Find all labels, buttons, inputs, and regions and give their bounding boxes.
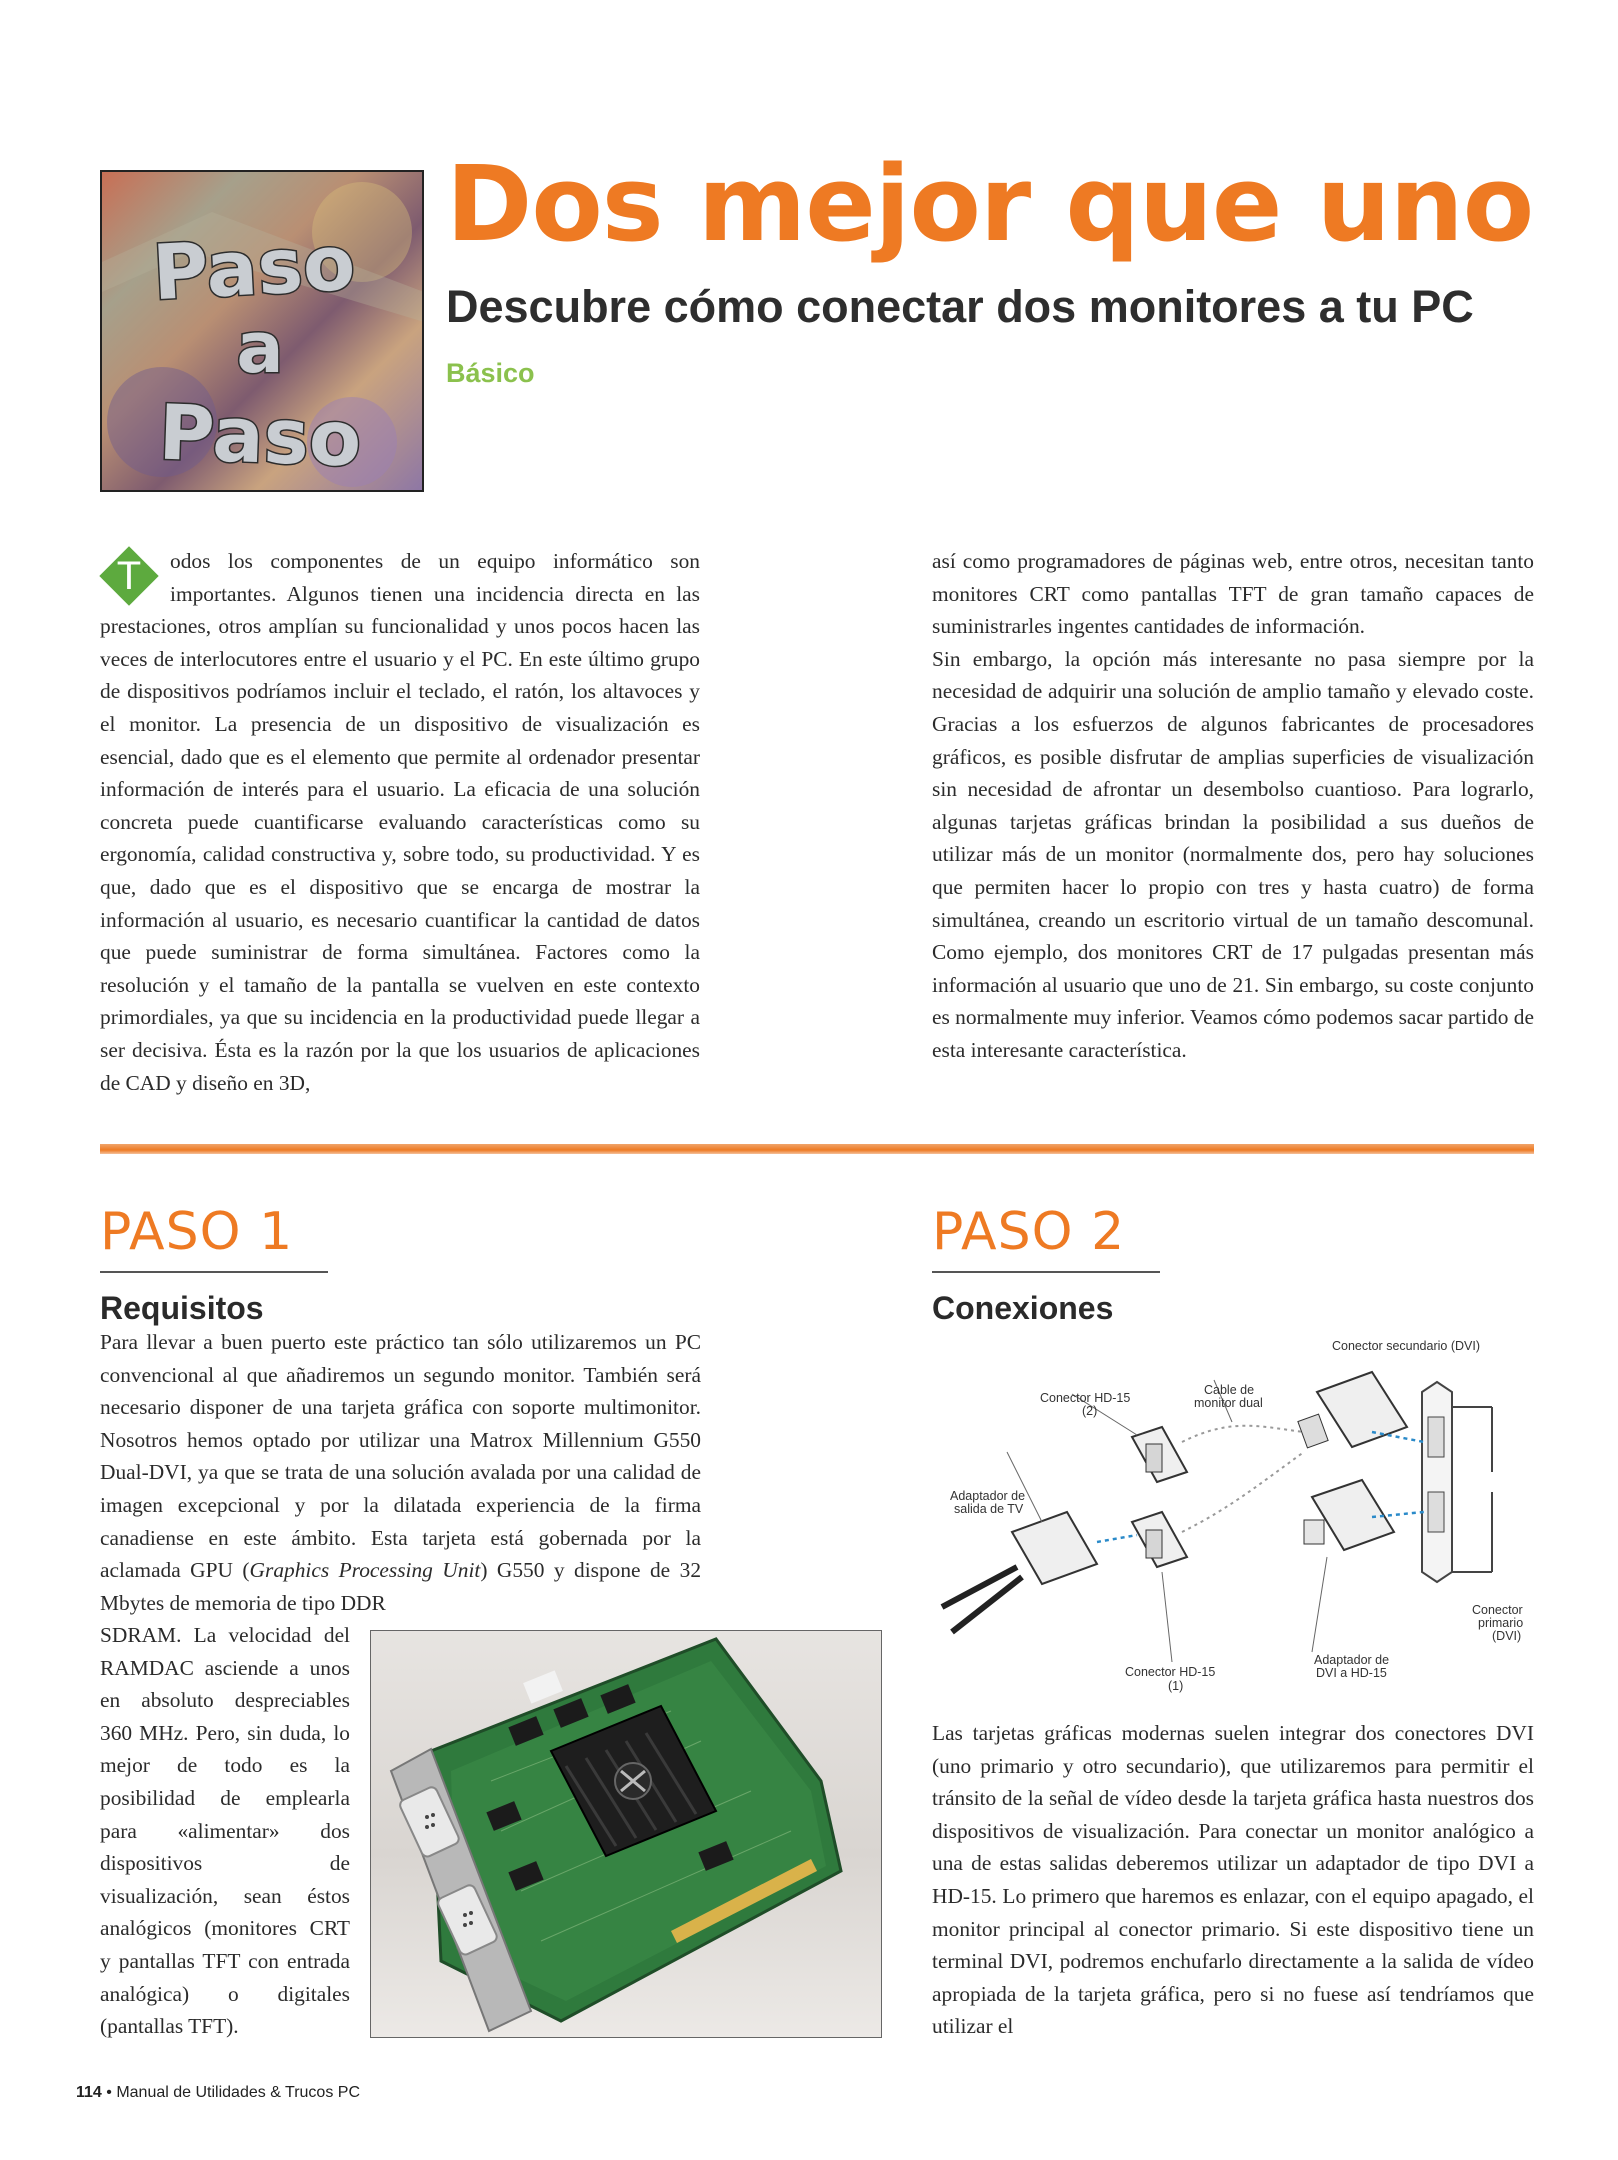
step-1-underline bbox=[100, 1271, 328, 1273]
label-primary-connector-3: (DVI) bbox=[1492, 1629, 1522, 1643]
connection-diagram bbox=[932, 1332, 1534, 1694]
label-dvi-adapter-2: DVI a HD-15 bbox=[1316, 1666, 1387, 1680]
step-2-text bbox=[932, 1717, 1534, 2043]
label-secondary-connector: Conector secundario (DVI) bbox=[1332, 1339, 1480, 1353]
difficulty-level: Básico bbox=[446, 358, 535, 388]
label-primary-connector-1: Conector bbox=[1472, 1603, 1523, 1617]
intro-left-column bbox=[100, 545, 700, 1099]
step-2-underline bbox=[932, 1271, 1160, 1273]
label-dual-cable-2: monitor dual bbox=[1194, 1396, 1263, 1410]
label-hd15-1-line-1: Conector HD-15 bbox=[1125, 1665, 1216, 1679]
page-number: 114 bbox=[76, 2084, 102, 2101]
logo-word-a: a bbox=[236, 307, 284, 389]
step-1-text-continued bbox=[100, 1619, 350, 2043]
graphics-card-photo bbox=[370, 1630, 882, 2038]
step-1-paragraph: Para llevar a buen puerto este práctico tan sólo utilizaremos un PC convencional al que añadiremos un segundo monitor. También será necesario disponer de una tarjeta gráfica con soporte multimonitor. Nosotros hemos optado por utilizar una Matrox Millennium G550 Dual-DVI, ya que se trata de una solución avalada por una calidad de imagen excepcional y por la dilatada experiencia de la firma canadiense en este ámbito. Esta tarjeta está gobernada por la aclamada GPU (Graphics Processing Unit) G550 y dispone de 32 Mbytes de memoria de tipo DDR bbox=[100, 1330, 702, 1615]
publication-name: Manual de Utilidades & Trucos PC bbox=[116, 2084, 360, 2101]
step-2-paragraph: Las tarjetas gráficas modernas suelen integrar dos conectores DVI (uno primario y otro secundario), que utilizaremos para permitir el tránsito de la señal de vídeo desde la tarjeta gráfica hasta nuestros dos dispositivos de visualización. Para conectar un monitor analógico a una de estas salidas deberemos utilizar un adaptador de tipo DVI a HD-15. Lo primero que haremos es enlazar, con el equipo apagado, el monitor principal al conector primario. Si este dispositivo tiene un terminal DVI, podremos enchufarlo directamente a la salida de vídeo apropiada de la tarjeta gráfica, pero si no fuese así tendríamos que utilizar el bbox=[932, 1721, 1534, 2039]
intro-paragraph-1-continued: así como programadores de páginas web, entre otros, necesitan tanto monitores CRT como pantallas TFT de gran tamaño capaces de suministrarles ingentes cantidades de información. bbox=[932, 549, 1534, 639]
article-subtitle: Descubre cómo conectar dos monitores a tu PC bbox=[446, 281, 1474, 332]
logo-word-paso-bottom: Paso bbox=[157, 387, 363, 484]
section-divider bbox=[100, 1144, 1534, 1154]
gpu-acronym-expansion: Graphics Processing Unit bbox=[249, 1558, 481, 1583]
label-hd15-2-line-2: (2) bbox=[1082, 1404, 1098, 1418]
label-hd15-2-line-1: Conector HD-15 bbox=[1040, 1391, 1131, 1405]
label-primary-connector-2: primario bbox=[1478, 1616, 1524, 1630]
label-tv-adapter-1: Adaptador de bbox=[950, 1489, 1026, 1503]
paso-a-paso-logo bbox=[100, 170, 424, 492]
step-1-paragraph-continued: SDRAM. La velocidad del RAMDAC asciende a unos en absoluto despreciables 360 MHz. Pero, sin duda, lo mejor de todo es la posibilidad de emplearla para «alimentar» dos dispositivos de visualización, sean éstos analógicos (monitores CRT y pantallas TFT con entrada analógica) o digitales (pantallas TFT). bbox=[100, 1623, 350, 2039]
label-tv-adapter-2: salida de TV bbox=[954, 1502, 1024, 1516]
step-2-title: Conexiones bbox=[932, 1290, 1114, 1326]
intro-right-column bbox=[932, 545, 1534, 1067]
step-1-number: PASO 1 bbox=[100, 1202, 294, 1262]
logo-word-paso-top: Paso bbox=[150, 217, 358, 318]
label-hd15-1-line-2: (1) bbox=[1168, 1679, 1184, 1693]
page-footer bbox=[76, 2084, 360, 2102]
label-dvi-adapter-1: Adaptador de bbox=[1314, 1653, 1390, 1667]
intro-paragraph-2: Sin embargo, la opción más interesante no pasa siempre por la necesidad de adquirir una solución de amplio tamaño y elevado coste. Gracias a los esfuerzos de algunos fabricantes de procesadores gráficos, es posible disfrutar de amplias superficies de visualización sin necesidad de afrontar un desembolso cuantioso. Para lograrlo, algunas tarjetas gráficas brindan la posibilidad a sus dueños de utilizar más de un monitor (normalmente dos, pero hay soluciones que permiten hacer lo propio con tres y hasta cuatro) de forma simultánea, creando un escritorio virtual de un tamaño descomunal. Como ejemplo, dos monitores CRT de 17 pulgadas presentan más información al usuario que uno de 21. Sin embargo, su coste conjunto es normalmente muy inferior. Veamos cómo podemos sacar partido de esta interesante característica. bbox=[932, 646, 1534, 1062]
step-1-text bbox=[100, 1326, 701, 1619]
drop-cap-letter: T bbox=[116, 554, 142, 598]
intro-paragraph-1: odos los componentes de un equipo informático son importantes. Algunos tienen una incidencia directa en las prestaciones, otros amplían su funcionalidad y unos pocos hacen las veces de interlocutores entre el usuario y el PC. En este último grupo de dispositivos podríamos incluir el teclado, el ratón, los altavoces y el monitor. La presencia de un dispositivo de visualización es esencial, dado que es el elemento que permite al ordenador presentar información de interés para el usuario. La eficacia de una solución concreta puede cuantificarse evaluando características como su ergonomía, calidad constructiva y, sobre todo, su productividad. Y es que, dado que es el dispositivo que se encarga de mostrar la información al usuario, es necesario cuantificar la cantidad de datos que puede suministrar de forma simultánea. Factores como la resolución y el tamaño de la pantalla se vuelven en este contexto primordiales, ya que su incidencia en la productividad puede llegar a ser decisiva. Ésta es la razón por la que los usuarios de aplicaciones de CAD y diseño en 3D, bbox=[100, 549, 700, 1095]
label-dual-cable-1: Cable de bbox=[1204, 1383, 1255, 1397]
step-1-title: Requisitos bbox=[100, 1290, 264, 1326]
article-title: Dos mejor que uno bbox=[446, 143, 1534, 265]
footer-separator: • bbox=[106, 2084, 112, 2101]
step-2-number: PASO 2 bbox=[932, 1202, 1126, 1262]
drop-cap bbox=[98, 545, 160, 607]
